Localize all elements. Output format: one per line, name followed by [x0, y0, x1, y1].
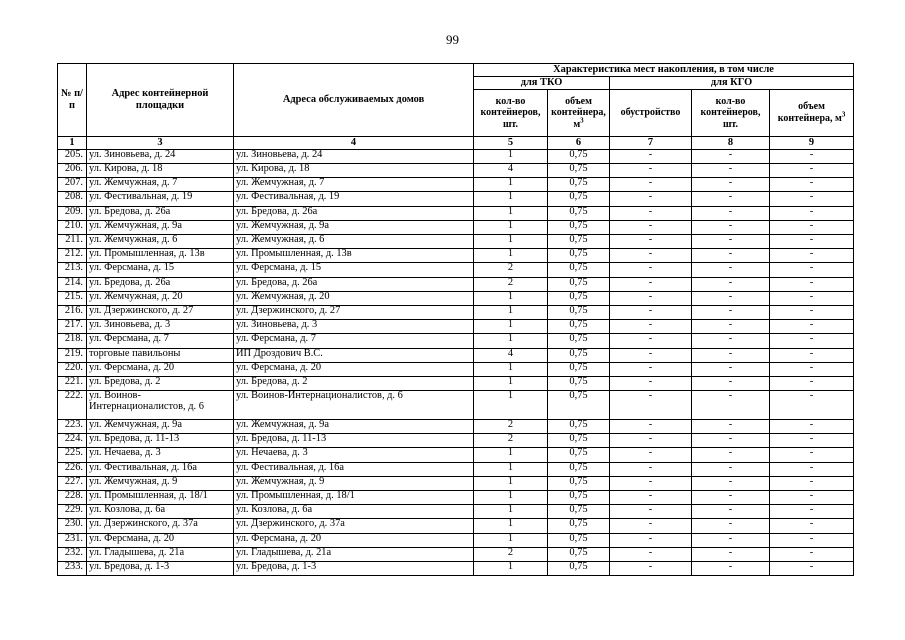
table-row — [58, 376, 854, 390]
row-number: 231. — [58, 533, 87, 547]
site-address: ул. Нечаева, д. 3 — [87, 448, 234, 462]
kgo-volume: - — [770, 235, 854, 249]
site-address: ул. Жемчужная, д. 9а — [87, 220, 234, 234]
kgo-volume: - — [770, 305, 854, 319]
row-number: 210. — [58, 220, 87, 234]
arrangement: - — [610, 192, 692, 206]
row-number: 207. — [58, 178, 87, 192]
arrangement: - — [610, 348, 692, 362]
header-tko: для ТКО — [474, 76, 610, 89]
row-number: 229. — [58, 505, 87, 519]
arrangement: - — [610, 305, 692, 319]
header-characteristics: Характеристика мест накопления, в том числе — [474, 64, 854, 77]
served-address: ул. Гладышева, д. 21а — [234, 547, 474, 561]
table-row — [58, 206, 854, 220]
arrangement: - — [610, 420, 692, 434]
row-number: 226. — [58, 462, 87, 476]
served-address: ул. Жемчужная, д. 9 — [234, 476, 474, 490]
kgo-count: - — [692, 561, 770, 575]
tko-count: 2 — [474, 263, 548, 277]
kgo-volume: - — [770, 362, 854, 376]
served-address: ул. Воинов-Интернационалистов, д. 6 — [234, 391, 474, 420]
tko-volume: 0,75 — [548, 505, 610, 519]
row-number: 205. — [58, 149, 87, 163]
kgo-volume: - — [770, 561, 854, 575]
kgo-volume: - — [770, 376, 854, 390]
site-address: ул. Зиновьева, д. 3 — [87, 320, 234, 334]
served-address: ул. Бредова, д. 1-3 — [234, 561, 474, 575]
kgo-volume: - — [770, 178, 854, 192]
tko-volume: 0,75 — [548, 149, 610, 163]
tko-volume: 0,75 — [548, 320, 610, 334]
row-number: 232. — [58, 547, 87, 561]
row-number: 230. — [58, 519, 87, 533]
table-row — [58, 533, 854, 547]
kgo-count: - — [692, 434, 770, 448]
served-address: ул. Бредова, д. 2 — [234, 376, 474, 390]
table-row — [58, 519, 854, 533]
arrangement: - — [610, 362, 692, 376]
served-address: ул. Ферсмана, д. 7 — [234, 334, 474, 348]
table-row — [58, 420, 854, 434]
kgo-count: - — [692, 348, 770, 362]
tko-volume: 0,75 — [548, 305, 610, 319]
header-tko-volume: объем контейнера, $м^3$ — [548, 89, 610, 136]
row-number: 219. — [58, 348, 87, 362]
table-row — [58, 220, 854, 234]
kgo-count: - — [692, 533, 770, 547]
kgo-count: - — [692, 249, 770, 263]
kgo-volume: - — [770, 348, 854, 362]
site-address: ул. Кирова, д. 18 — [87, 164, 234, 178]
served-address: ул. Жемчужная, д. 9а — [234, 420, 474, 434]
kgo-count: - — [692, 305, 770, 319]
tko-count: 2 — [474, 420, 548, 434]
served-address: ул. Бредова, д. 26а — [234, 277, 474, 291]
kgo-volume: - — [770, 448, 854, 462]
site-address: ул. Фестивальная, д. 19 — [87, 192, 234, 206]
tko-volume: 0,75 — [548, 206, 610, 220]
arrangement: - — [610, 235, 692, 249]
site-address: ул. Бредова, д. 26а — [87, 206, 234, 220]
arrangement: - — [610, 391, 692, 420]
tko-count: 1 — [474, 291, 548, 305]
tko-volume: 0,75 — [548, 391, 610, 420]
site-address: ул. Бредова, д. 26а — [87, 277, 234, 291]
table-row — [58, 149, 854, 163]
tko-count: 1 — [474, 505, 548, 519]
row-number: 206. — [58, 164, 87, 178]
served-address: ул. Бредова, д. 26а — [234, 206, 474, 220]
tko-volume: 0,75 — [548, 448, 610, 462]
header-kgo-count: кол-во контейнеров, шт. — [692, 89, 770, 136]
header-address: Адрес контейнерной площадки — [87, 64, 234, 137]
tko-count: 4 — [474, 164, 548, 178]
tko-volume: 0,75 — [548, 376, 610, 390]
served-address: ул. Дзержинского, д. 27 — [234, 305, 474, 319]
kgo-count: - — [692, 362, 770, 376]
kgo-count: - — [692, 277, 770, 291]
kgo-count: - — [692, 448, 770, 462]
tko-volume: 0,75 — [548, 462, 610, 476]
arrangement: - — [610, 206, 692, 220]
kgo-volume: - — [770, 220, 854, 234]
header-served: Адреса обслуживаемых домов — [234, 64, 474, 137]
table-row — [58, 249, 854, 263]
arrangement: - — [610, 519, 692, 533]
site-address: ул. Жемчужная, д. 7 — [87, 178, 234, 192]
tko-volume: 0,75 — [548, 178, 610, 192]
table-row — [58, 192, 854, 206]
arrangement: - — [610, 448, 692, 462]
kgo-volume: - — [770, 263, 854, 277]
table-row — [58, 263, 854, 277]
header-num: № п/п — [58, 64, 87, 137]
tko-count: 1 — [474, 192, 548, 206]
tko-count: 1 — [474, 519, 548, 533]
site-address: ул. Ферсмана, д. 20 — [87, 362, 234, 376]
row-number: 212. — [58, 249, 87, 263]
col-number: 6 — [548, 136, 610, 149]
site-address: ул. Ферсмана, д. 20 — [87, 533, 234, 547]
site-address: ул. Бредова, д. 2 — [87, 376, 234, 390]
kgo-count: - — [692, 376, 770, 390]
table-row — [58, 348, 854, 362]
table-row — [58, 291, 854, 305]
tko-count: 1 — [474, 462, 548, 476]
site-address: ул. Козлова, д. 6а — [87, 505, 234, 519]
served-address: ул. Кирова, д. 18 — [234, 164, 474, 178]
served-address: ул. Зиновьева, д. 3 — [234, 320, 474, 334]
site-address: ул. Ферсмана, д. 7 — [87, 334, 234, 348]
kgo-volume: - — [770, 491, 854, 505]
tko-volume: 0,75 — [548, 263, 610, 277]
tko-count: 1 — [474, 448, 548, 462]
tko-count: 1 — [474, 220, 548, 234]
table-row — [58, 235, 854, 249]
arrangement: - — [610, 320, 692, 334]
row-number: 221. — [58, 376, 87, 390]
row-number: 208. — [58, 192, 87, 206]
kgo-volume: - — [770, 277, 854, 291]
row-number: 225. — [58, 448, 87, 462]
kgo-count: - — [692, 291, 770, 305]
site-address: ул. Жемчужная, д. 9 — [87, 476, 234, 490]
tko-volume: 0,75 — [548, 547, 610, 561]
kgo-count: - — [692, 263, 770, 277]
kgo-count: - — [692, 491, 770, 505]
tko-count: 1 — [474, 235, 548, 249]
kgo-volume: - — [770, 391, 854, 420]
kgo-count: - — [692, 149, 770, 163]
arrangement: - — [610, 533, 692, 547]
served-address: ул. Фестивальная, д. 19 — [234, 192, 474, 206]
table-row — [58, 164, 854, 178]
header-kgo: для КГО — [610, 76, 854, 89]
tko-count: 1 — [474, 561, 548, 575]
row-number: 220. — [58, 362, 87, 376]
kgo-count: - — [692, 192, 770, 206]
kgo-volume: - — [770, 249, 854, 263]
table-row — [58, 491, 854, 505]
kgo-count: - — [692, 235, 770, 249]
tko-volume: 0,75 — [548, 362, 610, 376]
col-number: 9 — [770, 136, 854, 149]
arrangement: - — [610, 491, 692, 505]
served-address: ИП Дроздович В.С. — [234, 348, 474, 362]
served-address: ул. Зиновьева, д. 24 — [234, 149, 474, 163]
site-address: ул. Дзержинского, д. 37а — [87, 519, 234, 533]
kgo-volume: - — [770, 320, 854, 334]
served-address: ул. Жемчужная, д. 9а — [234, 220, 474, 234]
served-address: ул. Промышленная, д. 13в — [234, 249, 474, 263]
table-row — [58, 178, 854, 192]
arrangement: - — [610, 505, 692, 519]
served-address: ул. Дзержинского, д. 37а — [234, 519, 474, 533]
arrangement: - — [610, 164, 692, 178]
kgo-volume: - — [770, 533, 854, 547]
kgo-count: - — [692, 420, 770, 434]
served-address: ул. Ферсмана, д. 15 — [234, 263, 474, 277]
tko-volume: 0,75 — [548, 220, 610, 234]
table-row — [58, 448, 854, 462]
site-address: ул. Бредова, д. 1-3 — [87, 561, 234, 575]
arrangement: - — [610, 263, 692, 277]
row-number: 228. — [58, 491, 87, 505]
tko-count: 1 — [474, 362, 548, 376]
kgo-count: - — [692, 547, 770, 561]
row-number: 227. — [58, 476, 87, 490]
arrangement: - — [610, 277, 692, 291]
tko-count: 1 — [474, 533, 548, 547]
site-address: ул. Воинов-Интернационалистов, д. 6 — [87, 391, 234, 420]
served-address: ул. Жемчужная, д. 7 — [234, 178, 474, 192]
arrangement: - — [610, 547, 692, 561]
tko-count: 1 — [474, 320, 548, 334]
site-address: ул. Гладышева, д. 21а — [87, 547, 234, 561]
tko-count: 1 — [474, 206, 548, 220]
tko-count: 2 — [474, 434, 548, 448]
served-address: ул. Нечаева, д. 3 — [234, 448, 474, 462]
header-kgo-volume: объем контейнера, $м^3$ — [770, 89, 854, 136]
row-number: 209. — [58, 206, 87, 220]
tko-count: 1 — [474, 305, 548, 319]
tko-volume: 0,75 — [548, 476, 610, 490]
table-row — [58, 391, 854, 420]
tko-count: 1 — [474, 334, 548, 348]
site-address: ул. Промышленная, д. 18/1 — [87, 491, 234, 505]
table-row — [58, 334, 854, 348]
table-row — [58, 434, 854, 448]
kgo-volume: - — [770, 206, 854, 220]
kgo-count: - — [692, 178, 770, 192]
row-number: 213. — [58, 263, 87, 277]
site-address: ул. Зиновьева, д. 24 — [87, 149, 234, 163]
tko-count: 1 — [474, 249, 548, 263]
row-number: 218. — [58, 334, 87, 348]
kgo-volume: - — [770, 334, 854, 348]
tko-count: 1 — [474, 391, 548, 420]
arrangement: - — [610, 334, 692, 348]
table-row — [58, 277, 854, 291]
kgo-count: - — [692, 164, 770, 178]
kgo-count: - — [692, 519, 770, 533]
table-row — [58, 505, 854, 519]
arrangement: - — [610, 476, 692, 490]
served-address: ул. Ферсмана, д. 20 — [234, 362, 474, 376]
served-address: ул. Фестивальная, д. 16а — [234, 462, 474, 476]
site-address: ул. Промышленная, д. 13в — [87, 249, 234, 263]
row-number: 211. — [58, 235, 87, 249]
table-row — [58, 547, 854, 561]
table-row — [58, 462, 854, 476]
tko-volume: 0,75 — [548, 334, 610, 348]
tko-count: 4 — [474, 348, 548, 362]
tko-volume: 0,75 — [548, 420, 610, 434]
tko-volume: 0,75 — [548, 533, 610, 547]
kgo-volume: - — [770, 476, 854, 490]
tko-count: 2 — [474, 547, 548, 561]
kgo-count: - — [692, 320, 770, 334]
tko-count: 1 — [474, 149, 548, 163]
kgo-volume: - — [770, 420, 854, 434]
row-number: 214. — [58, 277, 87, 291]
tko-volume: 0,75 — [548, 235, 610, 249]
served-address: ул. Промышленная, д. 18/1 — [234, 491, 474, 505]
kgo-count: - — [692, 206, 770, 220]
tko-count: 2 — [474, 277, 548, 291]
kgo-volume: - — [770, 519, 854, 533]
site-address: ул. Фестивальная, д. 16а — [87, 462, 234, 476]
col-number: 4 — [234, 136, 474, 149]
kgo-volume: - — [770, 462, 854, 476]
site-address: ул. Жемчужная, д. 6 — [87, 235, 234, 249]
served-address: ул. Козлова, д. 6а — [234, 505, 474, 519]
kgo-count: - — [692, 476, 770, 490]
arrangement: - — [610, 376, 692, 390]
col-number: 3 — [87, 136, 234, 149]
served-address: ул. Бредова, д. 11-13 — [234, 434, 474, 448]
header-tko-count: кол-во контейнеров, шт. — [474, 89, 548, 136]
kgo-volume: - — [770, 434, 854, 448]
kgo-count: - — [692, 220, 770, 234]
row-number: 215. — [58, 291, 87, 305]
page-number: 99 — [446, 32, 459, 47]
tko-volume: 0,75 — [548, 491, 610, 505]
kgo-count: - — [692, 391, 770, 420]
served-address: ул. Жемчужная, д. 20 — [234, 291, 474, 305]
kgo-volume: - — [770, 547, 854, 561]
served-address: ул. Ферсмана, д. 20 — [234, 533, 474, 547]
col-number: 7 — [610, 136, 692, 149]
arrangement: - — [610, 291, 692, 305]
table-row — [58, 362, 854, 376]
arrangement: - — [610, 249, 692, 263]
table-row — [58, 305, 854, 319]
tko-volume: 0,75 — [548, 291, 610, 305]
tko-count: 1 — [474, 376, 548, 390]
tko-count: 1 — [474, 476, 548, 490]
tko-count: 1 — [474, 491, 548, 505]
tko-volume: 0,75 — [548, 277, 610, 291]
kgo-volume: - — [770, 164, 854, 178]
kgo-volume: - — [770, 291, 854, 305]
tko-volume: 0,75 — [548, 348, 610, 362]
tko-volume: 0,75 — [548, 249, 610, 263]
table-row — [58, 320, 854, 334]
served-address: ул. Жемчужная, д. 6 — [234, 235, 474, 249]
container-sites-table — [57, 63, 854, 576]
arrangement: - — [610, 561, 692, 575]
col-number: 1 — [58, 136, 87, 149]
kgo-count: - — [692, 334, 770, 348]
row-number: 222. — [58, 391, 87, 420]
tko-volume: 0,75 — [548, 519, 610, 533]
col-number: 5 — [474, 136, 548, 149]
row-number: 223. — [58, 420, 87, 434]
kgo-volume: - — [770, 505, 854, 519]
kgo-count: - — [692, 505, 770, 519]
row-number: 224. — [58, 434, 87, 448]
table-row — [58, 561, 854, 575]
arrangement: - — [610, 149, 692, 163]
arrangement: - — [610, 178, 692, 192]
arrangement: - — [610, 434, 692, 448]
tko-volume: 0,75 — [548, 164, 610, 178]
row-number: 217. — [58, 320, 87, 334]
header-arrangement: обустройство — [610, 89, 692, 136]
site-address: ул. Жемчужная, д. 20 — [87, 291, 234, 305]
tko-volume: 0,75 — [548, 434, 610, 448]
site-address: ул. Ферсмана, д. 15 — [87, 263, 234, 277]
row-number: 216. — [58, 305, 87, 319]
tko-count: 1 — [474, 178, 548, 192]
arrangement: - — [610, 220, 692, 234]
site-address: ул. Дзержинского, д. 27 — [87, 305, 234, 319]
row-number: 233. — [58, 561, 87, 575]
kgo-count: - — [692, 462, 770, 476]
tko-volume: 0,75 — [548, 192, 610, 206]
kgo-volume: - — [770, 192, 854, 206]
arrangement: - — [610, 462, 692, 476]
table-row — [58, 476, 854, 490]
tko-volume: 0,75 — [548, 561, 610, 575]
col-number: 8 — [692, 136, 770, 149]
site-address: ул. Бредова, д. 11-13 — [87, 434, 234, 448]
site-address: ул. Жемчужная, д. 9а — [87, 420, 234, 434]
kgo-volume: - — [770, 149, 854, 163]
site-address: торговые павильоны — [87, 348, 234, 362]
